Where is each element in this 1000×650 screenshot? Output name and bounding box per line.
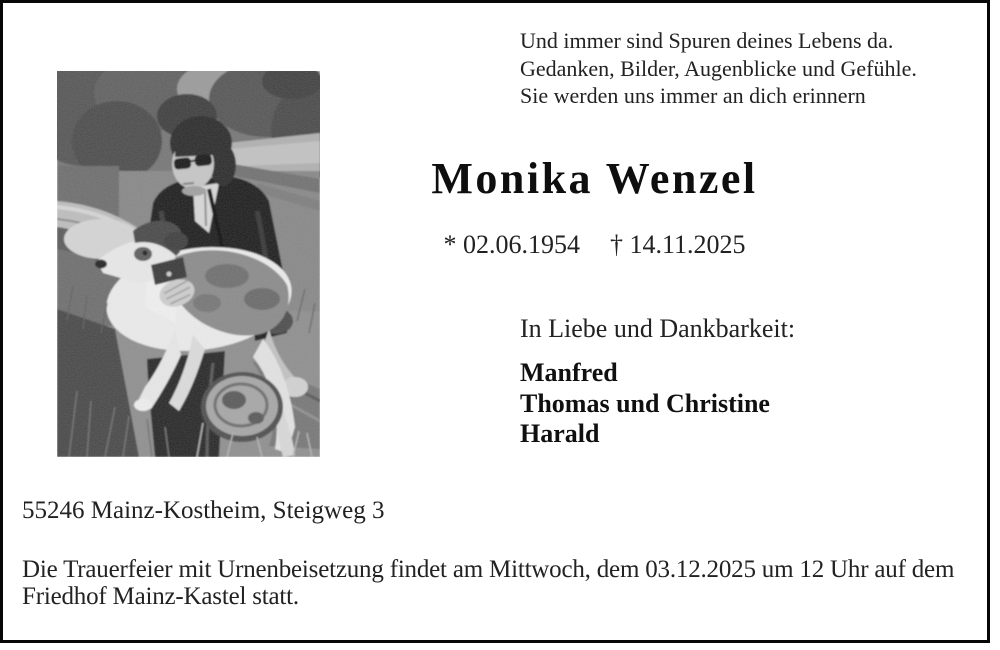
address-line: 55246 Mainz-Kostheim, Steigweg 3 [22, 497, 385, 524]
mourners-list [520, 358, 770, 450]
mourner-name: Thomas und Christine [520, 388, 770, 418]
epitaph-line: Und immer sind Spuren deines Lebens da. [520, 28, 894, 53]
epitaph-line: Sie werden uns immer an dich erinnern [520, 83, 866, 108]
portrait-photo-art [57, 71, 320, 457]
mourner-name: Harald [520, 419, 600, 448]
mourner-name: Manfred [520, 358, 618, 387]
epitaph-line: Gedanken, Bilder, Augenblicke und Gefühle. [520, 55, 917, 81]
deceased-name: Monika Wenzel [431, 154, 758, 203]
birth-date: * 02.06.1954 [443, 230, 580, 259]
funeral-info [22, 556, 954, 610]
funeral-info-line: Friedhof Mainz-Kastel statt. [22, 583, 299, 610]
funeral-info-line: Die Trauerfeier mit Urnenbeisetzung findet am Mittwoch, dem 03.12.2025 um 12 Uhr auf dem [22, 556, 955, 583]
portrait-photo [57, 71, 320, 457]
death-date: † 14.11.2025 [609, 230, 746, 259]
life-dates [402, 229, 787, 260]
farewell-heading: In Liebe und Dankbarkeit: [520, 314, 796, 343]
epitaph-verse [520, 27, 917, 110]
